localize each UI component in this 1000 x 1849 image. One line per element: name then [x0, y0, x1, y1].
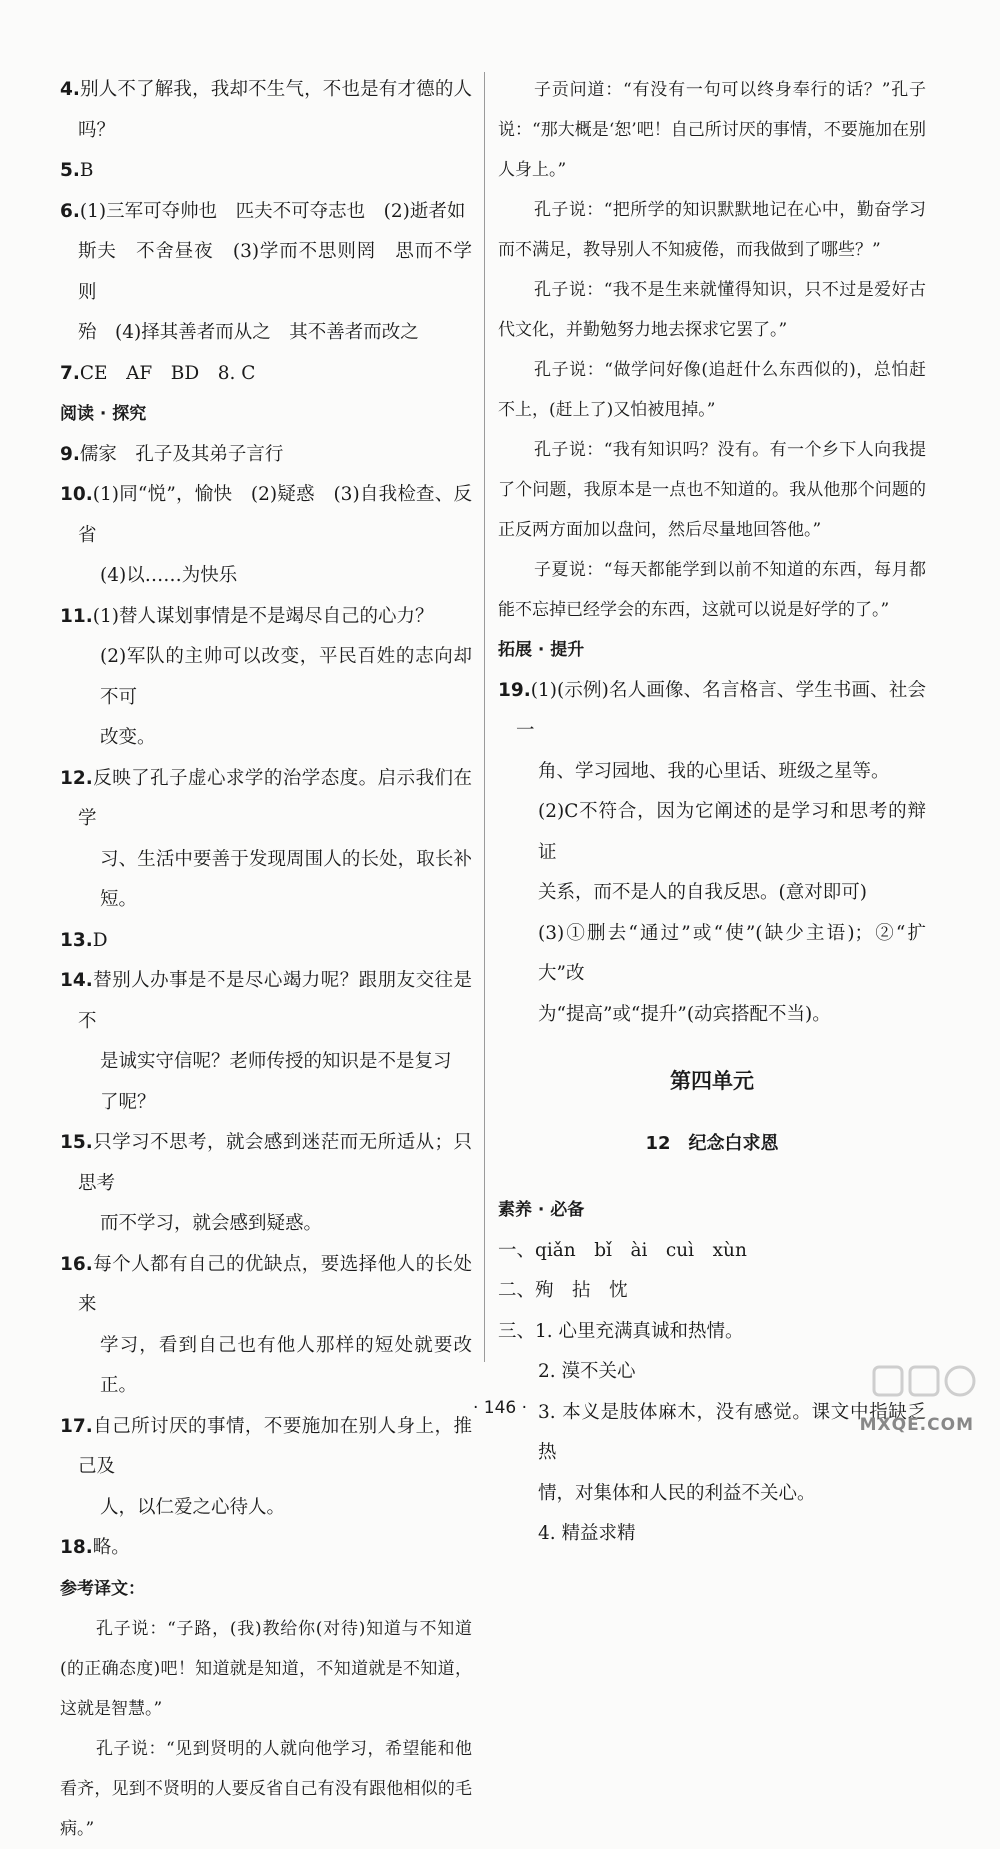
question-number: 9.: [60, 443, 80, 465]
answer-text: (1)同“悦”，愉快 (2)疑惑 (3)自我检查、反省: [78, 484, 472, 546]
answer-text: D: [92, 929, 108, 951]
answer-text: (2)军队的主帅可以改变，平民百姓的志向却不可: [100, 646, 472, 708]
translation-paragraph: 子夏说：“每天都能学到以前不知道的东西，每月都能不忘掉已经学会的东西，这就可以说是好学的了。”: [498, 560, 926, 620]
question-number: 7.: [60, 362, 80, 384]
answer-line: [60, 1407, 472, 1488]
answer-line: [60, 475, 472, 556]
answer-line: [60, 1245, 472, 1326]
translation-paragraph: 孔子说：“把所学的知识默默地记在心中，勤奋学习而不满足，教导别人不知疲倦，而我做到了哪些？”: [498, 200, 926, 260]
answer-text: 学习，看到自己也有他人那样的短处就要改正。: [100, 1334, 472, 1396]
answer-text: 而不学习，就会感到疑惑。: [100, 1213, 323, 1234]
answer-line: [60, 1123, 472, 1204]
section-heading: 素养 · 必备: [498, 1200, 585, 1220]
answer-line: [60, 718, 472, 759]
answer-text: 3. 本义是肢体麻木，没有感觉。课文中指缺乏热: [538, 1401, 926, 1463]
answer-text: 关系，而不是人的自我反思。(意对即可): [538, 882, 867, 903]
answer-line: [498, 995, 926, 1036]
answer-text: 一、qiǎn bǐ ài cuì xùn: [498, 1239, 747, 1261]
answer-line: [60, 1042, 472, 1083]
section-heading: 拓展 · 提升: [498, 640, 585, 660]
question-number: 14.: [60, 970, 93, 991]
answer-text: (1)(示例)名人画像、名言格言、学生书画、社会一: [516, 679, 926, 741]
answer-line: [60, 1528, 472, 1569]
question-number: 10.: [60, 484, 93, 505]
translation-paragraph: 孔子说：“我不是生来就懂得知识，只不过是爱好古代文化，并勤勉努力地去探求它罢了。”: [498, 280, 926, 340]
answer-text: 情，对集体和人民的利益不关心。: [538, 1482, 816, 1504]
answer-text: (2)C不符合，因为它阐述的是学习和思考的辩证: [538, 801, 926, 863]
lesson-title: 12 纪念白求恩: [645, 1132, 779, 1154]
question-number: 4.: [60, 79, 80, 100]
answer-line: [60, 556, 472, 597]
answer-text: 自己所讨厌的事情，不要施加在别人身上，推己及: [78, 1415, 472, 1477]
answer-line: [60, 840, 472, 921]
answer-line: [498, 914, 926, 995]
answer-text: 习、生活中要善于发现周围人的长处，取长补短。: [100, 848, 472, 910]
answer-text: 4. 精益求精: [538, 1523, 636, 1544]
answer-text: 斯夫 不舍昼夜 (3)学而不思则罔 思而不学则: [78, 241, 472, 303]
translation-paragraph: 孔子说：“我有知识吗？没有。有一个乡下人向我提了个问题，我原本是一点也不知道的。我从他那个问题的正反两方面加以盘问，然后尽量地回答他。”: [498, 440, 926, 540]
answer-line: [60, 1326, 472, 1407]
answer-text: 人，以仁爱之心待人。: [100, 1496, 286, 1518]
question-number: 18.: [60, 1537, 93, 1558]
left-column: [60, 70, 472, 1849]
answer-line: [60, 70, 472, 151]
question-number: 11.: [60, 605, 93, 627]
answer-line: [60, 921, 472, 962]
answer-text: 角、学习园地、我的心里话、班级之星等。: [538, 760, 890, 782]
answer-line: [60, 759, 472, 840]
section-heading: 阅读 · 探究: [60, 404, 147, 424]
answer-line: [60, 232, 472, 313]
answer-text: 殆 (4)择其善者而从之 其不善者而改之: [78, 322, 419, 343]
answer-text: 为“提高”或“提升”(动宾搭配不当)。: [538, 1003, 831, 1025]
answer-text: CE AF BD 8. C: [79, 362, 256, 384]
question-number: 17.: [60, 1415, 93, 1437]
answer-line: [498, 671, 926, 752]
answer-text: B: [79, 160, 94, 181]
answer-line: [60, 354, 472, 395]
answer-line: [498, 1474, 926, 1515]
answer-text: (1)三军可夺帅也 匹夫不可夺志也 (2)逝者如: [79, 200, 466, 222]
answer-text: 只学习不思考，就会感到迷茫而无所适从；只思考: [78, 1132, 472, 1194]
page-number: · 146 ·: [472, 1398, 528, 1418]
answer-line: [60, 1204, 472, 1245]
question-number: 12.: [60, 767, 93, 789]
answer-text: 每个人都有自己的优缺点，要选择他人的长处来: [78, 1253, 472, 1315]
right-column: [498, 70, 926, 1555]
answer-text: 二、殉 拈 忱: [498, 1280, 628, 1301]
answer-text: (3)①删去“通过”或“使”(缺少主语)；②“扩大”改: [538, 922, 926, 984]
answer-text: 三、1. 心里充满真诚和热情。: [498, 1320, 744, 1342]
answer-text: 2. 漠不关心: [538, 1361, 636, 1382]
answer-line: [498, 873, 926, 914]
answer-line: [498, 1312, 926, 1353]
answer-text: 改变。: [100, 727, 156, 748]
answer-text: 反映了孔子虚心求学的治学态度。启示我们在学: [78, 767, 472, 829]
answer-text: 儒家 孔子及其弟子言行: [79, 443, 284, 465]
answer-line: [60, 192, 472, 233]
translation-paragraph: 孔子说：“子路，(我)教给你(对待)知道与不知道(的正确态度)吧！知道就是知道，不知道就是不知道，这就是智慧。”: [60, 1619, 472, 1719]
answer-line: [498, 1514, 926, 1555]
watermark-text: MXQE.COM: [859, 1415, 974, 1435]
answer-line: [60, 597, 472, 638]
answer-text: 是诚实守信呢？老师传授的知识是不是复习: [100, 1051, 452, 1072]
answer-line: [60, 1488, 472, 1529]
answer-line: [60, 1083, 472, 1124]
answer-text: (4)以……为快乐: [100, 565, 238, 586]
question-number: 15.: [60, 1132, 93, 1153]
answer-line: [60, 637, 472, 718]
column-divider: [484, 72, 485, 1362]
answer-line: [498, 792, 926, 873]
answer-line: [60, 151, 472, 192]
question-number: 13.: [60, 929, 93, 951]
answer-text: 了呢？: [100, 1091, 156, 1113]
section-heading: 参考译文：: [60, 1578, 145, 1599]
answer-line: [60, 435, 472, 476]
answer-text: (1)替人谋划事情是不是竭尽自己的心力？: [92, 605, 434, 627]
question-number: 16.: [60, 1253, 93, 1275]
question-number: 5.: [60, 160, 80, 181]
translation-paragraph: 孔子说：“见到贤明的人就向他学习，希望能和他看齐，见到不贤明的人要反省自己有没有跟他相似的毛病。”: [60, 1739, 472, 1839]
answer-line: [498, 1271, 926, 1312]
answer-text: 替别人办事是不是尽心竭力呢？跟朋友交往是不: [78, 970, 472, 1032]
translation-paragraph: 子贡问道：“有没有一句可以终身奉行的话？”孔子说：“那大概是‘恕’吧！自己所讨厌的事情，不要施加在别人身上。”: [498, 80, 926, 180]
answer-line: [498, 1231, 926, 1272]
translation-paragraph: 孔子说：“做学问好像(追赶什么东西似的)，总怕赶不上，(赶上了)又怕被甩掉。”: [498, 360, 926, 420]
question-number: 19.: [498, 679, 531, 701]
unit-title: 第四单元: [670, 1069, 754, 1093]
answer-line: [60, 313, 472, 354]
answer-line: [498, 1352, 926, 1393]
answer-line: [60, 961, 472, 1042]
answer-text: 略。: [92, 1537, 130, 1558]
question-number: 6.: [60, 200, 80, 222]
answer-text: 别人不了解我，我却不生气，不也是有才德的人吗？: [78, 79, 472, 141]
answer-line: [498, 752, 926, 793]
